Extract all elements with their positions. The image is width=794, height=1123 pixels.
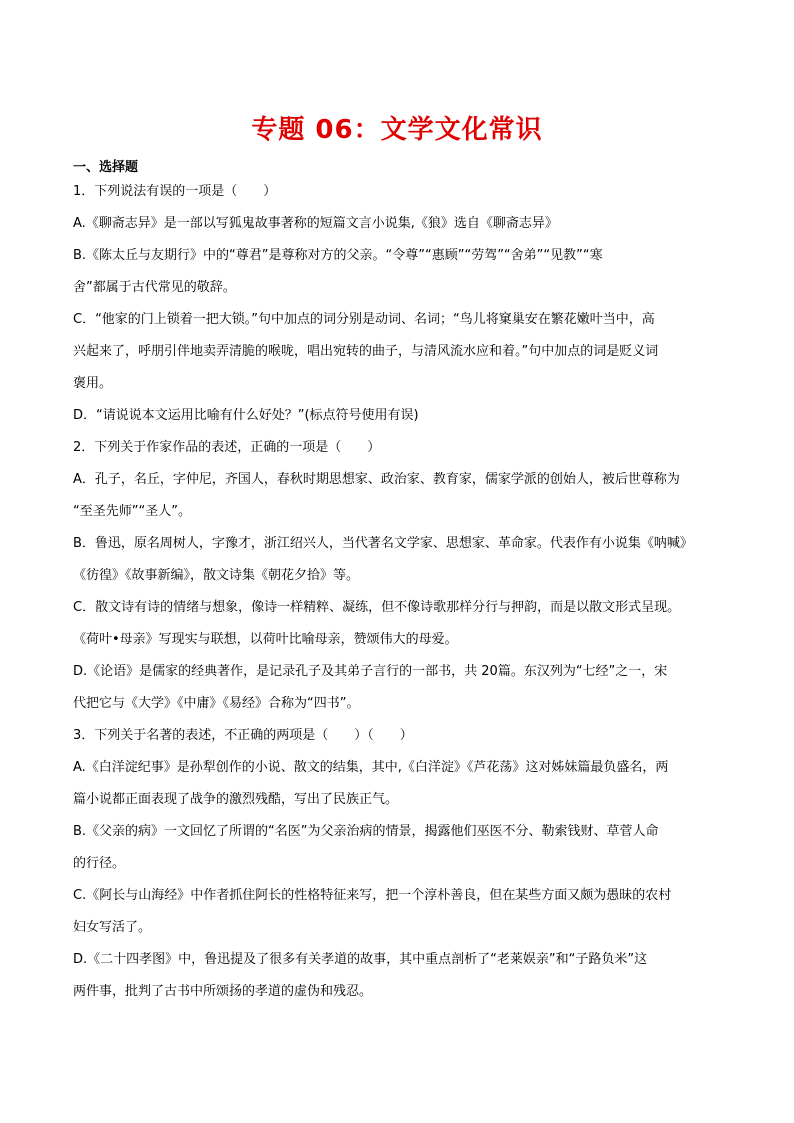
- section-heading: 一、选择题: [73, 160, 139, 175]
- question-2-option-d-cont: 代把它与《大学》《中庸》《易经》合称为“四书”。: [73, 696, 360, 711]
- question-2-option-b: B．鲁迅，原名周树人，字豫才，浙江绍兴人，当代著名文学家、思想家、革命家。代表作有小说集《呐喊》: [73, 536, 693, 551]
- question-1-option-c-cont: 兴起来了，呼朋引伴地卖弄清脆的喉咙，唱出宛转的曲子，与清风流水应和着。”句中加点的词是贬义词: [73, 344, 659, 359]
- question-1-option-a: A.《聊斋志异》是一部以写狐鬼故事著称的短篇文言小说集,《狼》选自《聊斋志异》: [73, 216, 558, 231]
- question-3-option-b: B.《父亲的病》一文回忆了所谓的“名医”为父亲治病的情景，揭露他们巫医不分、勒索钱财、草菅人命: [73, 824, 659, 839]
- page-title: 专题 06：文学文化常识: [251, 115, 543, 145]
- question-3-option-d: D.《二十四孝图》中，鲁迅提及了很多有关孝道的故事，其中重点剖析了“老莱娱亲”和“子路负米”这: [73, 952, 648, 967]
- question-1-option-b: B.《陈太丘与友期行》中的“尊君”是尊称对方的父亲。“令尊”“惠顾”“劳驾”“舍弟”“见教”“寒: [73, 248, 603, 263]
- question-2-option-a: A．孔子，名丘，字仲尼，齐国人，春秋时期思想家、政治家、教育家，儒家学派的创始人，被后世尊称为: [73, 472, 680, 487]
- question-2-option-a-cont: “至圣先师”“圣人”。: [73, 504, 191, 519]
- question-1-stem: 1．下列说法有误的一项是（ ）: [73, 184, 277, 199]
- question-3-option-c-cont: 妇女写活了。: [73, 920, 152, 935]
- question-1-option-c-cont: 褒用。: [73, 376, 113, 391]
- question-2-option-b-cont: 《彷徨》《故事新编》，散文诗集《朝花夕拾》等。: [73, 568, 360, 583]
- question-1-option-d: D．“请说说本文运用比喻有什么好处？”(标点符号使用有误): [73, 408, 419, 423]
- question-3-option-c: C.《阿长与山海经》中作者抓住阿长的性格特征来写，把一个淳朴善良，但在某些方面又颇为愚昧的农村: [73, 888, 672, 903]
- document-body: [73, 158, 733, 1013]
- question-2-option-d: D.《论语》是儒家的经典著作，是记录孔子及其弟子言行的一部书，共 20篇。东汉列为“七经”之一，宋: [73, 664, 668, 679]
- question-2-option-c: C．散文诗有诗的情绪与想象，像诗一样精粹、凝练，但不像诗歌那样分行与押韵，而是以散文形式呈现。: [73, 600, 681, 615]
- question-3-stem: 3．下列关于名著的表述，不正确的两项是（ ）（ ）: [73, 728, 413, 743]
- question-3-option-a: A.《白洋淀纪事》是孙犁创作的小说、散文的结集，其中,《白洋淀》《芦花荡》这对姊妹篇最负盛名，两: [73, 760, 669, 775]
- question-2-option-c-cont: 《荷叶•母亲》写现实与联想，以荷叶比喻母亲，赞颂伟大的母爱。: [73, 632, 458, 647]
- question-1-option-b-cont: 舍”都属于古代常见的敬辞。: [73, 280, 236, 295]
- question-3-option-a-cont: 篇小说都正面表现了战争的激烈残酷，写出了民族正气。: [73, 792, 399, 807]
- question-3-option-b-cont: 的行径。: [73, 856, 126, 871]
- question-1-option-c: C．“他家的门上锁着一把大锁。”句中加点的词分别是动词、名词；“鸟儿将窠巢安在繁花嫩叶当中，高: [73, 312, 655, 327]
- question-2-stem: 2．下列关于作家作品的表述，正确的一项是（ ）: [73, 440, 381, 455]
- question-3-option-d-cont: 两件事，批判了古书中所颂扬的孝道的虚伪和残忍。: [73, 984, 373, 999]
